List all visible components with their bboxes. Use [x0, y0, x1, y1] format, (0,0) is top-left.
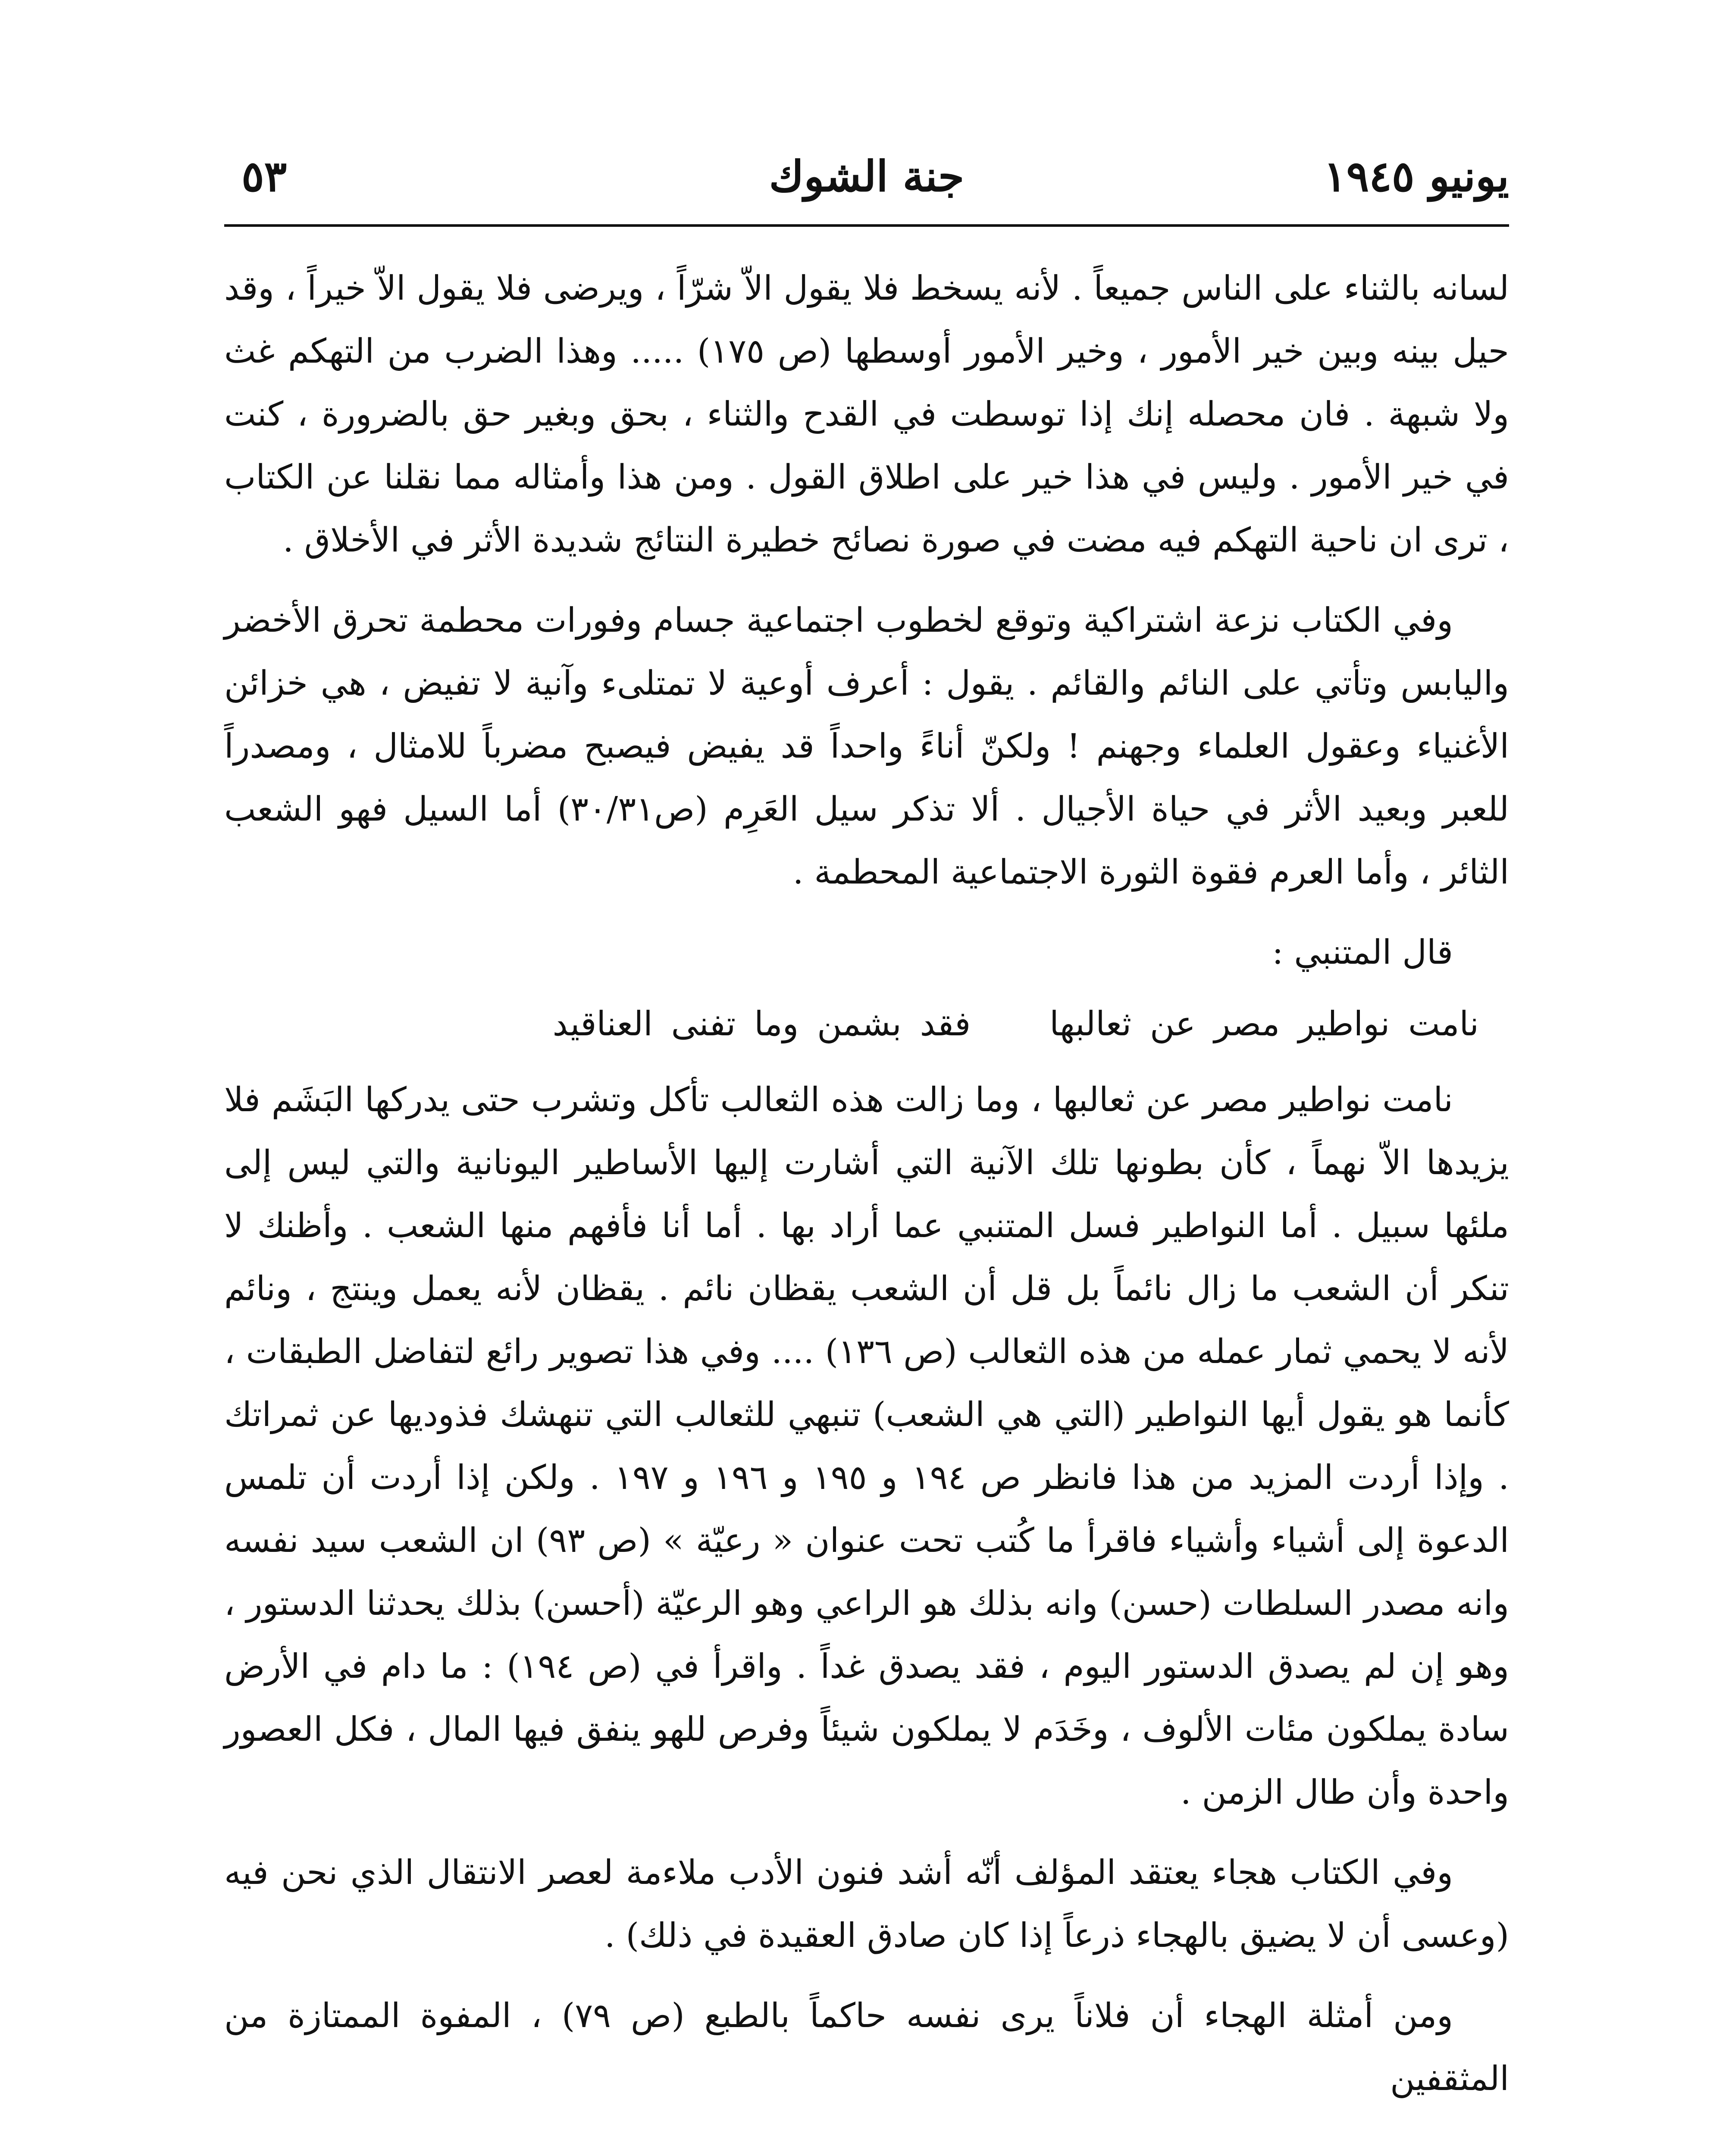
article-body: [224, 257, 1509, 2110]
paragraph-3: نامت نواطير مصر عن ثعالبها ، وما زالت هذه الثعالب تأكل وتشرب حتى يدركها البَشَم فلا يزيدها الاّ نهماً ، كأن بطونها تلك الآنية التي أشارت إليها الأساطير اليونانية والتي ليس إلى ملئها سبيل . أما النواطير فسل المتنبي عما أراد بها . أما أنا فأفهم منها الشعب . وأظنك لا تنكر أن الشعب ما زال نائماً بل قل أن الشعب يقظان نائم . يقظان لأنه يعمل وينتج ، ونائم لأنه لا يحمي ثمار عمله من هذه الثعالب (ص ١٣٦) .... وفي هذا تصوير رائع لتفاضل الطبقات ، كأنما هو يقول أيها النواطير (التي هي الشعب) تنبهي للثعالب التي تنهشك فذوديها عن ثمراتك . وإذا أردت المزيد من هذا فانظر ص ١٩٤ و ١٩٥ و ١٩٦ و ١٩٧ . ولكن إذا أردت أن تلمس الدعوة إلى أشياء وأشياء فاقرأ ما كُتب تحت عنوان « رعيّة » (ص ٩٣) ان الشعب سيد نفسه وانه مصدر السلطات (حسن) وانه بذلك هو الراعي وهو الرعيّة (أحسن) بذلك يحدثنا الدستور ، وهو إن لم يصدق الدستور اليوم ، فقد يصدق غداً . واقرأ في (ص ١٩٤) : ما دام في الأرض سادة يملكون مئات الألوف ، وخَدَم لا يملكون شيئاً وفرص للهو ينفق فيها المال ، فكل العصور واحدة وأن طال الزمن .: [224, 1081, 1510, 1812]
paragraph-2: وفي الكتاب نزعة اشتراكية وتوقع لخطوب اجتماعية جسام وفورات محطمة تحرق الأخضر واليابس وتأتي على النائم والقائم . يقول : أعرف أوعية لا تمتلىء وآنية لا تفيض ، هي خزائن الأغنياء وعقول العلماء وجهنم ! ولكنّ أناءً واحداً قد يفيض فيصبح مضرباً للامثال ، ومصدراً للعبر وبعيد الأثر في حياة الأجيال . ألا تذكر سيل العَرِم (ص٣٠/٣١) أما السيل فهو الشعب الثائر ، وأما العرم فقوة الثورة الاجتماعية المحطمة .: [224, 601, 1509, 892]
document-page: [224, 138, 1509, 2156]
page-number: ٥٣: [241, 152, 287, 201]
paragraph-5: ومن أمثلة الهجاء أن فلاناً يرى نفسه حاكماً بالطبع (ص ٧٩) ، المفوة الممتازة من المثقفين: [224, 1996, 1509, 2098]
verse-second-hemistich: فقد بشمن وما تفنى العناقيد: [552, 1005, 971, 1044]
poet-intro: قال المتنبي :: [1272, 933, 1453, 972]
paragraph-1: لسانه بالثناء على الناس جميعاً . لأنه يسخط فلا يقول الاّ شرّاً ، ويرضى فلا يقول الاّ خيراً ، وقد حيل بينه وبين خير الأمور ، وخير الأمور أوسطها (ص ١٧٥) ..... وهذا الضرب من التهكم غث ولا شبهة . فان محصله إنك إذا توسطت في القدح والثناء ، بحق وبغير حق بالضرورة ، كنت في خير الأمور . وليس في هذا خير على اطلاق القول . ومن هذا وأمثاله مما نقلنا عن الكتاب ، ترى ان ناحية التهكم فيه مضت في صورة نصائح خطيرة النتائج شديدة الأثر في الأخلاق .: [224, 269, 1509, 560]
paragraph-4: وفي الكتاب هجاء يعتقد المؤلف أنّه أشد فنون الأدب ملاءمة لعصر الانتقال الذي نحن فيه (وعسى أن لا يضيق بالهجاء ذرعاً إذا كان صادق العقيدة في ذلك) .: [224, 1853, 1509, 1955]
verse-first-hemistich: نامت نواطير مصر عن ثعالبها: [1049, 1005, 1479, 1044]
header-date: يونيو ١٩٤٥: [1323, 152, 1509, 201]
header-title: جنة الشوك: [769, 152, 965, 201]
verse: [224, 993, 1509, 1056]
running-header: [224, 138, 1509, 227]
